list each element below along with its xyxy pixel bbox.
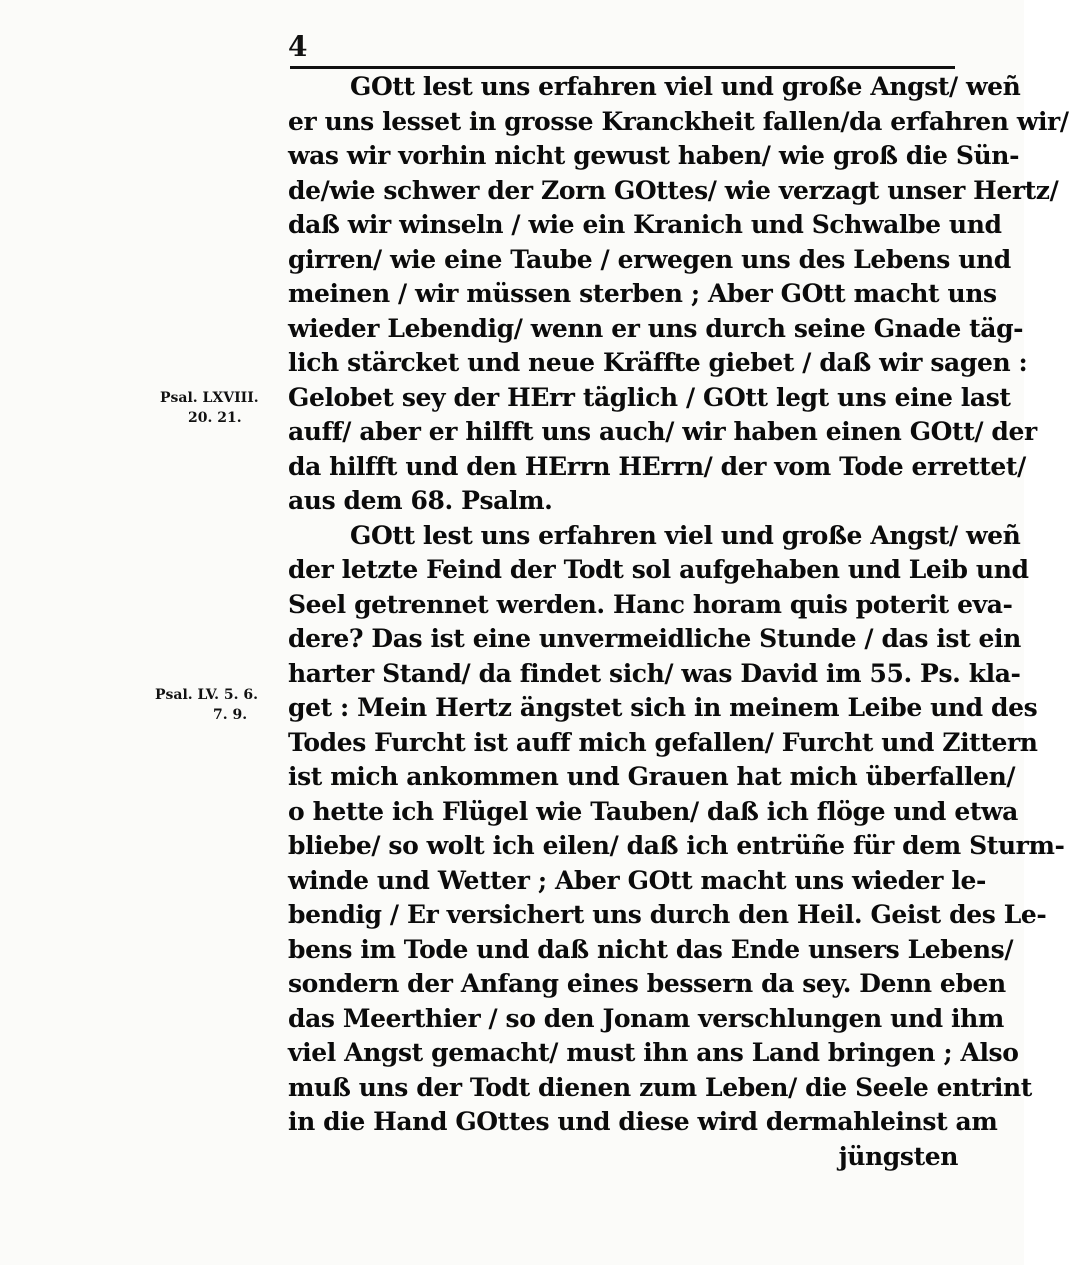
text-line: aus dem 68. Psalm. [288, 486, 553, 515]
text-line: harter Stand/ da findet sich/ was David im 55. Ps. kla- [288, 658, 1021, 688]
text-line: bens im Tode und daß nicht das Ende unsers Lebens/ [288, 934, 1014, 964]
catchword: jüngsten [838, 1141, 958, 1171]
text-line: winde und Wetter ; Aber GOtt macht uns wieder le- [288, 865, 986, 895]
text-line: der letzte Feind der Todt sol aufgehaben und Leib und [288, 555, 1029, 584]
text-line: meinen / wir müssen sterben ; Aber GOtt macht uns [288, 279, 997, 308]
margin-note-line: Psal. LXVIII. [160, 390, 259, 406]
text-line: GOtt lest uns erfahren viel und große Angst/ weñ [350, 72, 1021, 101]
margin-note-psalm-68 [160, 388, 259, 428]
text-line: Seel getrennet werden. Hanc horam quis poterit eva- [288, 589, 1013, 619]
text-line: bendig / Er versichert uns durch den Heil. Geist des Le- [288, 900, 1047, 929]
text-line: girren/ wie eine Taube / erwegen uns des Lebens und [288, 244, 1011, 274]
paragraph-2 [288, 519, 1065, 1175]
text-line: bliebe/ so wolt ich eilen/ daß ich entrüñe für dem Sturm- [288, 831, 1065, 860]
text-line: ist mich ankommen und Grauen hat mich überfallen/ [288, 762, 1016, 791]
text-line: auff/ aber er hilfft uns auch/ wir haben einen GOtt/ der [288, 417, 1037, 446]
text-line: sondern der Anfang eines bessern da sey. Denn eben [288, 969, 1006, 998]
margin-note-line: 20. 21. [188, 410, 242, 426]
text-line: das Meerthier / so den Jonam verschlungen und ihm [288, 1003, 1004, 1033]
body-text [288, 70, 1069, 1174]
text-line: in die Hand GOttes und diese wird dermahleinst am [288, 1107, 998, 1136]
text-line: de/wie schwer der Zorn GOttes/ wie verzagt unser Hertz/ [288, 175, 1059, 205]
text-line: Gelobet sey der HErr täglich / GOtt legt uns eine last [288, 382, 1011, 412]
text-line: Todes Furcht ist auff mich gefallen/ Furcht und Zittern [288, 727, 1038, 757]
text-line: lich stärcket und neue Kräffte giebet / daß wir sagen : [288, 348, 1028, 377]
text-line: was wir vorhin nicht gewust haben/ wie groß die Sün- [288, 141, 1020, 170]
margin-note-line: 7. 9. [213, 707, 248, 723]
page-number: 4 [288, 30, 308, 63]
margin-note-line: Psal. LV. 5. 6. [155, 687, 258, 703]
header-rule [290, 66, 955, 69]
text-line: wieder Lebendig/ wenn er uns durch seine Gnade täg- [288, 313, 1024, 343]
text-line: dere? Das ist eine unvermeidliche Stunde / das ist ein [288, 624, 1021, 653]
paragraph-1 [288, 70, 1069, 519]
text-line: da hilfft und den HErrn HErrn/ der vom Tode errettet/ [288, 451, 1026, 481]
margin-note-psalm-55 [155, 685, 258, 725]
text-line: GOtt lest uns erfahren viel und große Angst/ weñ [350, 520, 1021, 550]
text-line: er uns lesset in grosse Kranckheit fallen/da erfahren wir/ [288, 106, 1069, 136]
text-line: o hette ich Flügel wie Tauben/ daß ich flöge und etwa [288, 796, 1018, 826]
text-line: viel Angst gemacht/ must ihn ans Land bringen ; Also [288, 1038, 1019, 1067]
text-line: daß wir winseln / wie ein Kranich und Schwalbe und [288, 210, 1002, 239]
text-line: muß uns der Todt dienen zum Leben/ die Seele entrint [288, 1072, 1032, 1102]
text-line: get : Mein Hertz ängstet sich in meinem Leibe und des [288, 693, 1038, 722]
